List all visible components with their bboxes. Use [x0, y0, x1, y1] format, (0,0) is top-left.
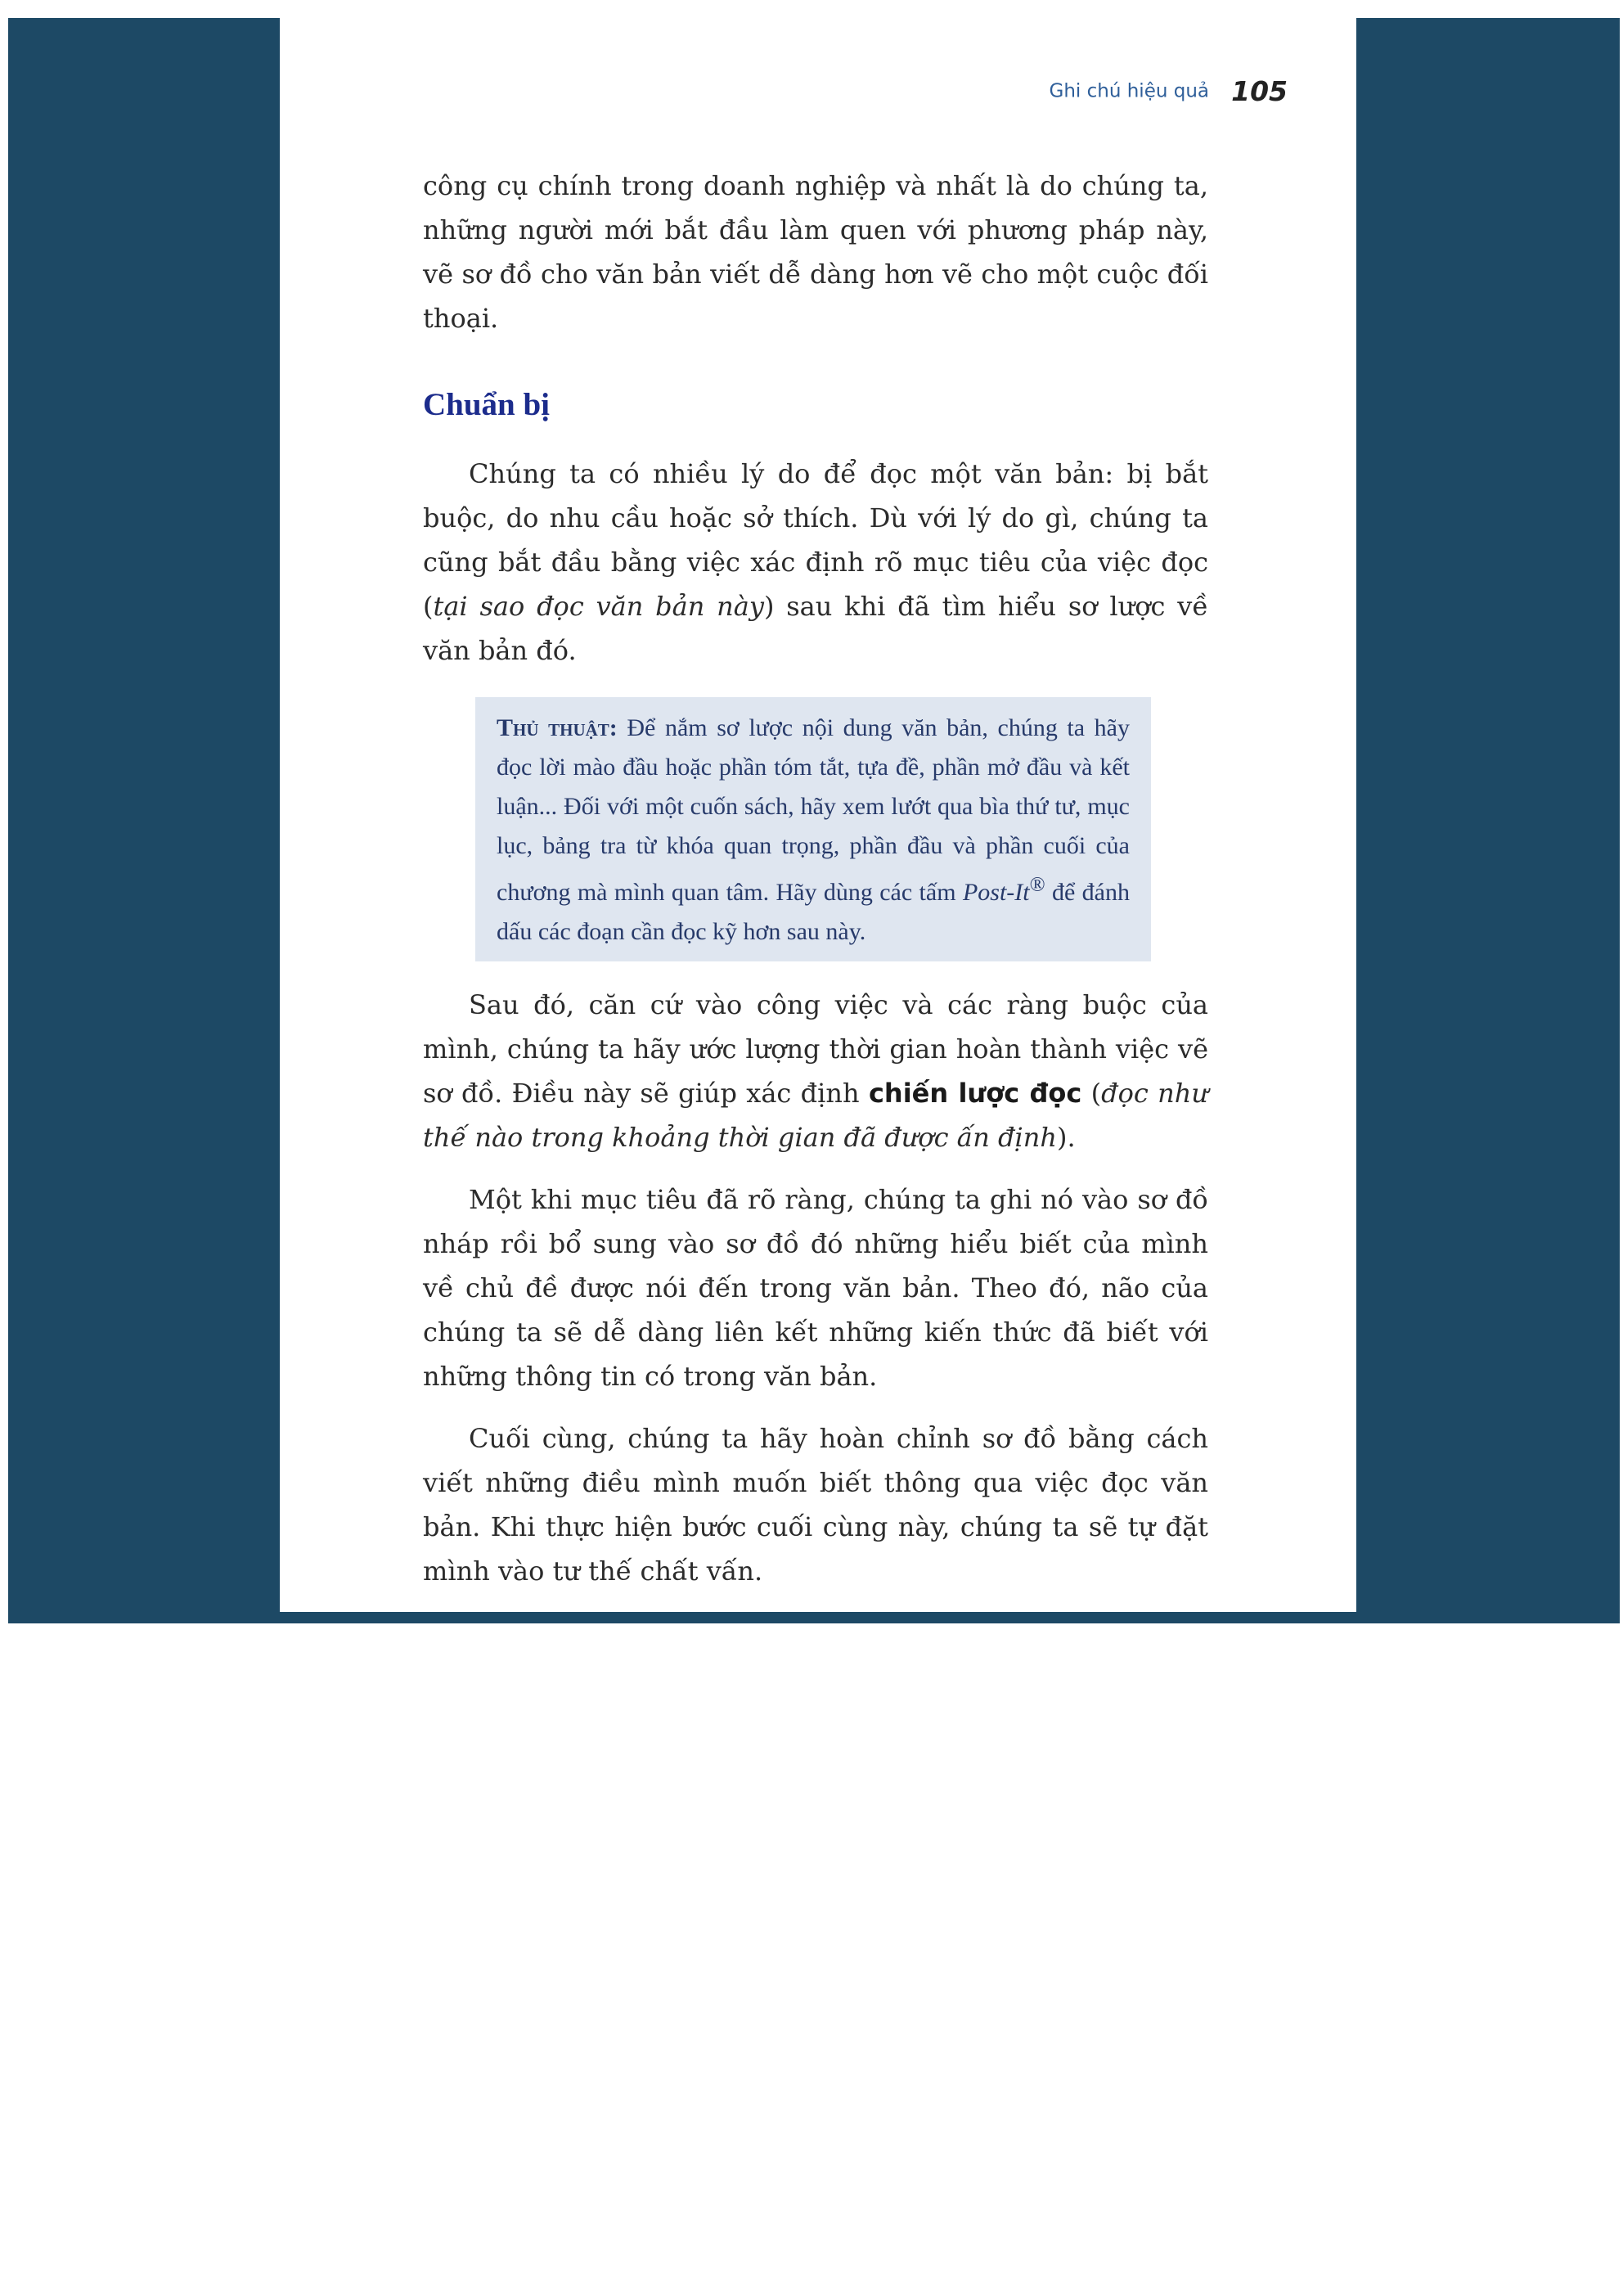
tip-box: [475, 697, 1151, 961]
page-number: 105: [1231, 75, 1288, 107]
tip-text-start: Để nắm sơ lược nội dung văn bản, chúng ta hãy đọc lời mào đầu hoặc phần tóm tắt, tựa đề, phần mở đầu và kết luận... Đối với một cuốn sách, hãy xem lướt qua bìa thứ tư, mục lục, bảng tra từ khóa quan trọng, phần đầu và phần cuối của chương mà mình quan tâm. Hãy dùng các tấm: [497, 714, 1130, 906]
paragraph-1-text-start: Chúng ta có nhiều lý do để đọc một văn bản: bị bắt buộc, do nhu cầu hoặc sở thích. Dù với lý do gì, chúng ta cũng bắt đầu bằng việc xác định rõ mục tiêu của việc đọc (: [423, 458, 1208, 622]
tip-post-it: Post-It: [962, 879, 1030, 906]
paragraph-2-text-mid: (: [1081, 1078, 1102, 1109]
page-header: [280, 75, 1288, 107]
paragraph-1-italic: tại sao đọc văn bản này: [433, 591, 764, 622]
paragraph-3: Một khi mục tiêu đã rõ ràng, chúng ta ghi nó vào sơ đồ nháp rồi bổ sung vào sơ đồ đó những hiểu biết của mình về chủ đề được nói đến trong văn bản. Theo đó, não của chúng ta sẽ dễ dàng liên kết những kiến thức đã biết với những thông tin có trong văn bản.: [423, 1184, 1208, 1392]
paragraph-2-bold: chiến lược đọc: [868, 1078, 1082, 1109]
paragraph-4: Cuối cùng, chúng ta hãy hoàn chỉnh sơ đồ bằng cách viết những điều mình muốn biết thông qua việc đọc văn bản. Khi thực hiện bước cuối cùng này, chúng ta sẽ tự đặt mình vào tư thế chất vấn.: [423, 1423, 1208, 1587]
page-body: [423, 164, 1208, 1593]
paragraph-1: [423, 452, 1208, 673]
section-heading: Chuẩn bị: [423, 387, 551, 422]
tip-label: Thủ thuật:: [497, 714, 618, 741]
intro-paragraph: công cụ chính trong doanh nghiệp và nhất là do chúng ta, những người mới bắt đầu làm quen với phương pháp này, vẽ sơ đồ cho văn bản viết dễ dàng hơn vẽ cho một cuộc đối thoại.: [423, 170, 1208, 334]
running-title: Ghi chú hiệu quả: [1049, 80, 1210, 102]
paragraph-2: [423, 983, 1208, 1159]
book-page: [280, 18, 1356, 1612]
tip-text-end: để đánh dấu các đoạn cần đọc kỹ hơn sau này.: [497, 879, 1130, 945]
paragraph-2-text-end: ).: [1056, 1122, 1076, 1153]
tip-registered-mark: ®: [1029, 874, 1045, 896]
paragraph-2-text-start: Sau đó, căn cứ vào công việc và các ràng buộc của mình, chúng ta hãy ước lượng thời gian hoàn thành việc vẽ sơ đồ. Điều này sẽ giúp xác định: [423, 989, 1208, 1109]
paragraph-2-italic: đọc như thế nào trong khoảng thời gian đã được ấn định: [423, 1078, 1209, 1153]
paragraph-1-text-end: ) sau khi đã tìm hiểu sơ lược về văn bản đó.: [423, 591, 1209, 666]
